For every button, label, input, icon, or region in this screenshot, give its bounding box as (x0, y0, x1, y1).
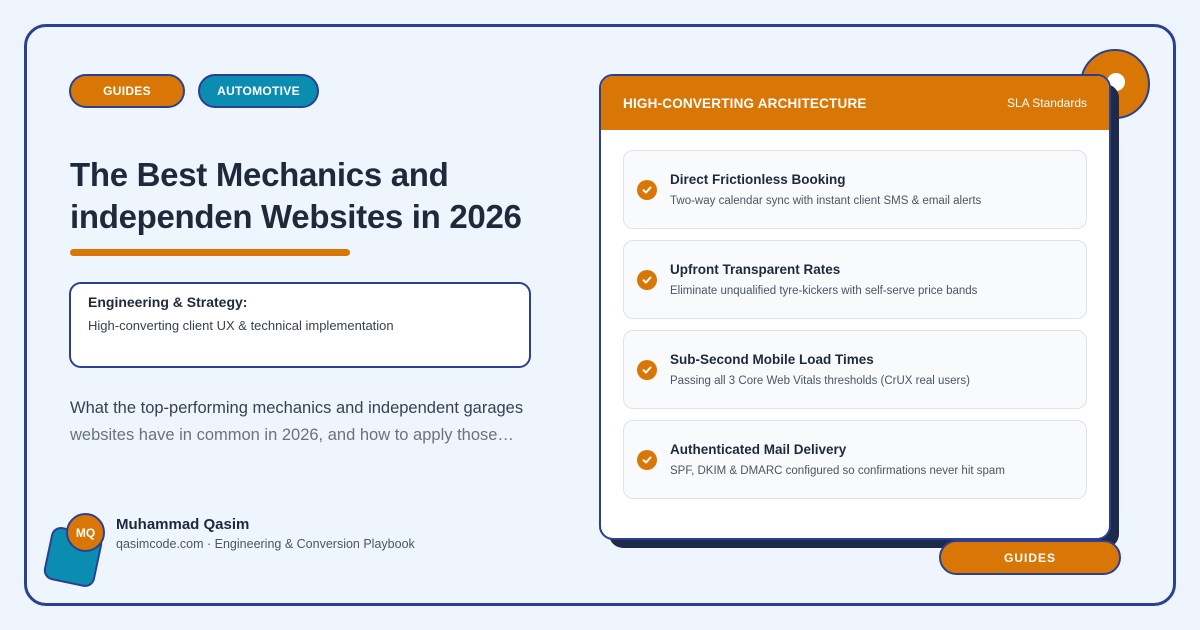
description-line-2: websites have in common in 2026, and how to apply those… (70, 426, 514, 444)
engineering-box (69, 282, 531, 368)
feature-item (623, 330, 1087, 409)
feature-title: Direct Frictionless Booking (670, 172, 846, 187)
card-subtitle: SLA Standards (1006, 96, 1087, 110)
feature-list (601, 130, 1109, 499)
engineering-heading: Engineering & Strategy: (88, 294, 248, 310)
card-title: HIGH-CONVERTING ARCHITECTURE (623, 95, 867, 111)
check-icon (637, 180, 657, 200)
feature-desc: Passing all 3 Core Web Vitals thresholds (CrUX real users) (670, 375, 970, 387)
feature-item (623, 150, 1087, 229)
card-header (601, 76, 1109, 130)
engineering-text: High-converting client UX & technical implementation (88, 318, 394, 333)
description-line-1: What the top-performing mechanics and independent garages (70, 399, 524, 417)
feature-desc: SPF, DKIM & DMARC configured so confirmations never hit spam (670, 465, 1005, 477)
feature-title: Upfront Transparent Rates (670, 262, 841, 277)
guides-pill[interactable]: GUIDES (939, 540, 1121, 575)
feature-desc: Eliminate unqualified tyre-kickers with self-serve price bands (670, 285, 978, 297)
author-subtitle: qasimcode.com · Engineering & Conversion Playbook (116, 537, 415, 551)
tag-automotive[interactable]: AUTOMOTIVE (198, 74, 319, 108)
author-name: Muhammad Qasim (116, 516, 250, 533)
feature-title: Authenticated Mail Delivery (670, 442, 847, 457)
title-line-2: independen Websites in 2026 (70, 198, 522, 235)
check-icon (637, 450, 657, 470)
page-title (70, 154, 590, 238)
check-icon (637, 360, 657, 380)
title-underline (70, 249, 350, 256)
avatar: MQ (66, 513, 105, 552)
feature-desc: Two-way calendar sync with instant client SMS & email alerts (670, 195, 982, 207)
tag-guides[interactable]: GUIDES (69, 74, 185, 108)
feature-item (623, 240, 1087, 319)
architecture-card (599, 74, 1111, 540)
check-icon (637, 270, 657, 290)
title-line-1: The Best Mechanics and (70, 156, 449, 193)
feature-title: Sub-Second Mobile Load Times (670, 352, 874, 367)
description (70, 395, 550, 449)
feature-item (623, 420, 1087, 499)
